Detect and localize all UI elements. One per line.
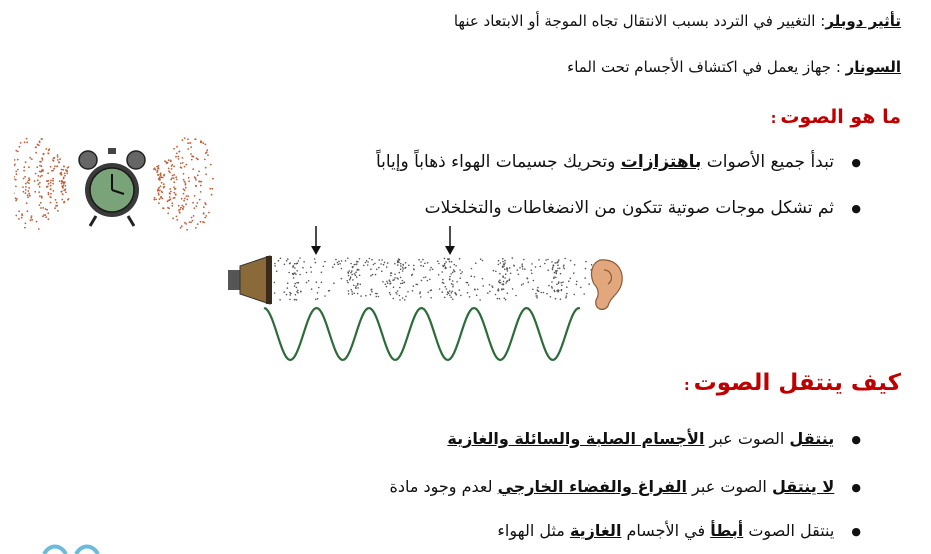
bullet-vibrations-post: وتحريك جسيمات الهواء ذهاباً وإياباً	[375, 152, 621, 172]
bullet-slower	[497, 521, 861, 540]
definition-sonar	[567, 58, 901, 76]
arrow-down-icon	[445, 226, 455, 255]
sine-wave	[264, 308, 580, 360]
bullet-not-travel-bold2: الفراغ والفضاء الخارجي	[497, 477, 687, 496]
bullet-slower-pre: ينتقل الصوت	[743, 521, 835, 540]
heading-colon: :	[770, 111, 777, 127]
definition-sonar-text: : جهاز يعمل في اكتشاف الأجسام تحت الماء	[567, 58, 846, 76]
heading-how-sound-travels-text: كيف ينتقل الصوت	[693, 370, 901, 396]
bullet-vibrations	[376, 152, 861, 172]
bullet-waves-text: ثم تشكل موجات صوتية تتكون من الانضغاطات والتخلخلات	[424, 198, 834, 218]
term-doppler: تأثير دوبلر	[825, 12, 901, 30]
bullet-slower-post: مثل الهواء	[497, 521, 570, 540]
bullet-not-travel-bold1: لا ينتقل	[771, 477, 835, 496]
bullet-not-travel	[389, 477, 861, 496]
bullet-not-travel-post: لعدم وجود مادة	[389, 477, 498, 496]
bullet-travels-bold2: الأجسام الصلبة والسائلة والغازية	[447, 429, 705, 448]
air-particles	[274, 257, 595, 301]
bullet-travels-mid: الصوت عبر	[704, 429, 790, 448]
heading-what-is-sound-text: ما هو الصوت	[780, 106, 901, 128]
bullet-travels-through	[447, 429, 861, 448]
ear-icon	[592, 260, 623, 310]
sound-wave-diagram	[228, 254, 630, 366]
speaker-horn-icon	[228, 256, 272, 304]
bullet-slower-bold2: الغازية	[569, 521, 622, 540]
arrows	[300, 224, 480, 258]
bullet-not-travel-mid: الصوت عبر	[686, 477, 772, 496]
bullet-travels-bold1: ينتقل	[789, 429, 835, 448]
bullet-vibrations-pre: تبدأ جميع الأصوات	[701, 152, 834, 172]
heading-colon: :	[684, 378, 690, 394]
alarm-clock-image	[14, 136, 219, 232]
decorative-corner-mark	[40, 542, 100, 554]
bullet-slower-bold1: أبطأ	[710, 521, 744, 540]
definition-doppler-text: : التغيير في التردد بسبب الانتقال تجاه الموجة أو الابتعاد عنها	[453, 12, 826, 30]
heading-what-is-sound	[771, 106, 901, 128]
bullet-waves	[425, 198, 861, 218]
term-sonar: السونار	[845, 58, 901, 76]
definition-doppler	[454, 12, 901, 30]
bullet-vibrations-bold: باهتزازات	[620, 152, 702, 172]
heading-how-sound-travels	[684, 370, 901, 396]
arrow-down-icon	[311, 226, 321, 255]
bullet-slower-mid: في الأجسام	[621, 521, 711, 540]
